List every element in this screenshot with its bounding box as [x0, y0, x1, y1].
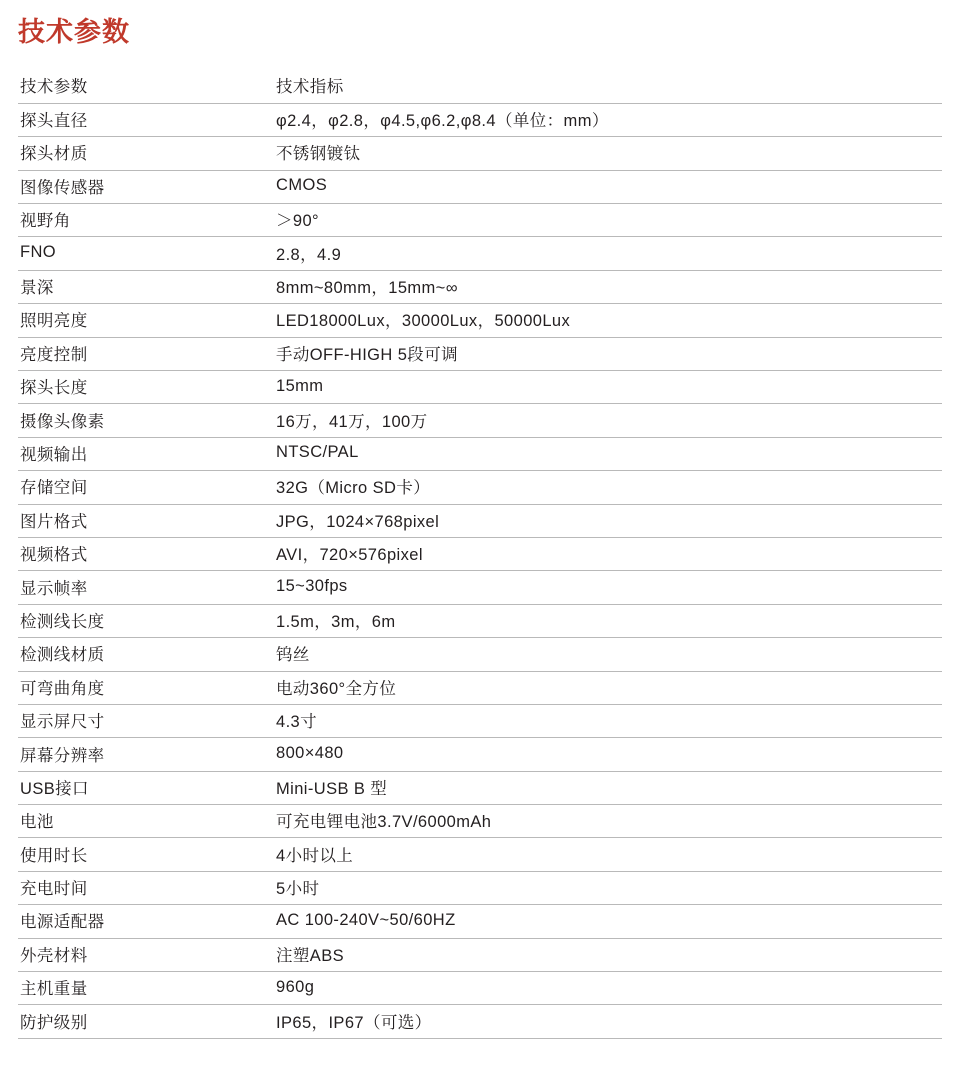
table-row — [18, 103, 942, 136]
table-row — [18, 537, 942, 570]
table-row — [18, 337, 942, 370]
table-row — [18, 871, 942, 904]
table-row — [18, 137, 942, 170]
specifications-table-body — [18, 70, 942, 1038]
row-label: 景深 — [18, 270, 246, 303]
table-row — [18, 371, 942, 404]
row-label: 照明亮度 — [18, 304, 246, 337]
row-label: 显示帧率 — [18, 571, 246, 604]
row-label: 探头直径 — [18, 103, 246, 136]
table-row — [18, 571, 942, 604]
table-row — [18, 771, 942, 804]
row-value: 4小时以上 — [246, 838, 942, 871]
row-value: 可充电锂电池3.7V/6000mAh — [246, 805, 942, 838]
table-row — [18, 805, 942, 838]
row-value: IP65，IP67（可选） — [246, 1005, 942, 1038]
row-label: 视频格式 — [18, 537, 246, 570]
row-value: φ2.4，φ2.8，φ4.5,φ6.2,φ8.4（单位：mm） — [246, 103, 942, 136]
table-row — [18, 738, 942, 771]
row-value: 手动OFF-HIGH 5段可调 — [246, 337, 942, 370]
row-label: 视野角 — [18, 204, 246, 237]
row-value: 15mm — [246, 371, 942, 404]
row-label: FNO — [18, 237, 246, 270]
row-label: 探头材质 — [18, 137, 246, 170]
row-label: 探头长度 — [18, 371, 246, 404]
row-value: CMOS — [246, 170, 942, 203]
row-value: AVI，720×576pixel — [246, 537, 942, 570]
row-label: 图片格式 — [18, 504, 246, 537]
row-label: 图像传感器 — [18, 170, 246, 203]
table-row — [18, 437, 942, 470]
row-label: 检测线材质 — [18, 638, 246, 671]
row-label: 显示屏尺寸 — [18, 704, 246, 737]
table-row — [18, 504, 942, 537]
row-label: 使用时长 — [18, 838, 246, 871]
row-value: 注塑ABS — [246, 938, 942, 971]
row-value: NTSC/PAL — [246, 437, 942, 470]
row-value: Mini-USB B 型 — [246, 771, 942, 804]
row-value: 16万，41万，100万 — [246, 404, 942, 437]
row-label: 外壳材料 — [18, 938, 246, 971]
table-header-row — [18, 70, 942, 103]
table-row — [18, 1005, 942, 1038]
row-value: 4.3寸 — [246, 704, 942, 737]
table-row — [18, 704, 942, 737]
table-row — [18, 638, 942, 671]
row-value: 5小时 — [246, 871, 942, 904]
row-label: 亮度控制 — [18, 337, 246, 370]
row-label: USB接口 — [18, 771, 246, 804]
table-row — [18, 972, 942, 1005]
specifications-table — [18, 70, 942, 1039]
table-row — [18, 471, 942, 504]
row-value: 15~30fps — [246, 571, 942, 604]
row-label: 主机重量 — [18, 972, 246, 1005]
table-row — [18, 237, 942, 270]
row-value: JPG，1024×768pixel — [246, 504, 942, 537]
row-label: 电源适配器 — [18, 905, 246, 938]
table-row — [18, 204, 942, 237]
row-value: 不锈钢镀钛 — [246, 137, 942, 170]
table-row — [18, 838, 942, 871]
row-label: 防护级别 — [18, 1005, 246, 1038]
row-value: 2.8，4.9 — [246, 237, 942, 270]
row-value: 960g — [246, 972, 942, 1005]
row-value: LED18000Lux，30000Lux，50000Lux — [246, 304, 942, 337]
column-header-parameter: 技术参数 — [18, 70, 246, 103]
table-row — [18, 604, 942, 637]
row-value: 32G（Micro SD卡） — [246, 471, 942, 504]
table-row — [18, 304, 942, 337]
row-label: 摄像头像素 — [18, 404, 246, 437]
table-row — [18, 404, 942, 437]
row-label: 存储空间 — [18, 471, 246, 504]
table-row — [18, 671, 942, 704]
table-row — [18, 938, 942, 971]
row-value: AC 100-240V~50/60HZ — [246, 905, 942, 938]
row-label: 充电时间 — [18, 871, 246, 904]
row-label: 检测线长度 — [18, 604, 246, 637]
row-value: 钨丝 — [246, 638, 942, 671]
row-label: 屏幕分辨率 — [18, 738, 246, 771]
row-value: 电动360°全方位 — [246, 671, 942, 704]
row-value: 8mm~80mm，15mm~∞ — [246, 270, 942, 303]
table-row — [18, 270, 942, 303]
row-label: 视频输出 — [18, 437, 246, 470]
table-row — [18, 170, 942, 203]
row-value: 1.5m，3m，6m — [246, 604, 942, 637]
page-title: 技术参数 — [18, 17, 130, 47]
row-label: 可弯曲角度 — [18, 671, 246, 704]
table-row — [18, 905, 942, 938]
row-value: 800×480 — [246, 738, 942, 771]
row-label: 电池 — [18, 805, 246, 838]
column-header-specification: 技术指标 — [246, 70, 942, 103]
row-value: ＞90° — [246, 204, 942, 237]
